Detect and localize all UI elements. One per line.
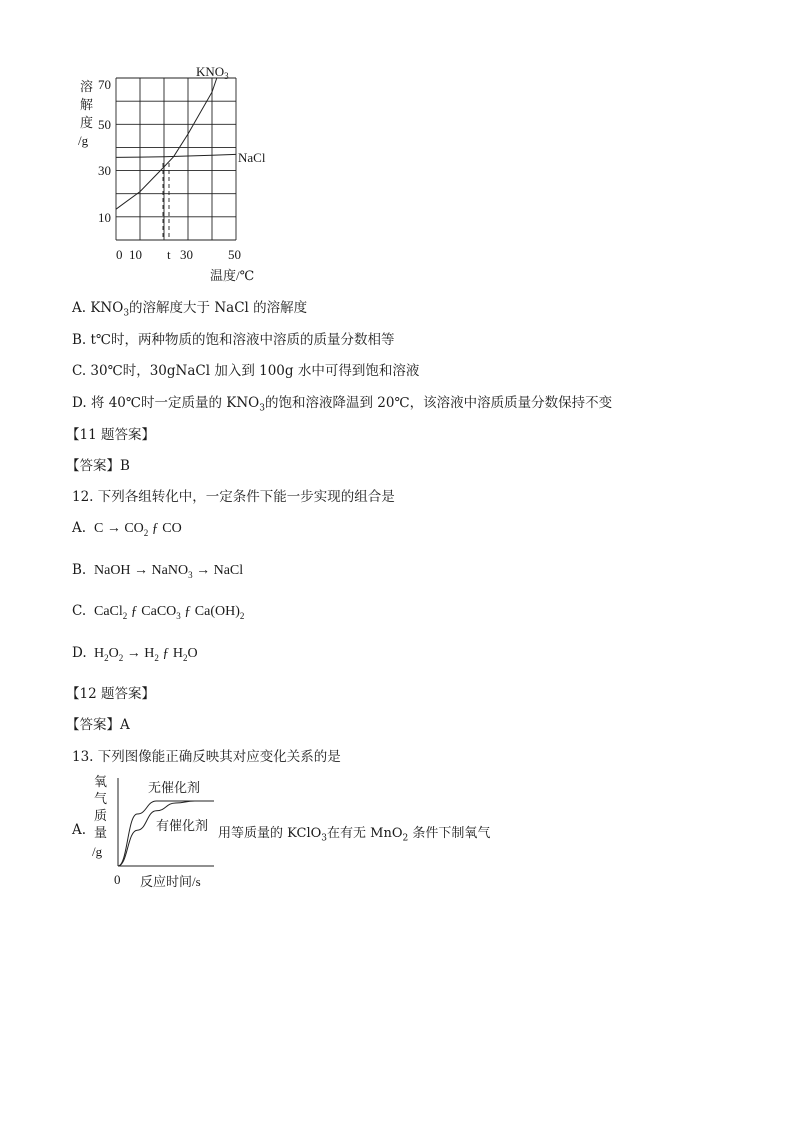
y-tick-label: 70 [98, 77, 111, 92]
x-tick-label: 10 [129, 247, 142, 262]
q12-stem: 12. 下列各组转化中，一定条件下能一步实现的组合是 [72, 489, 395, 505]
q12-option-b: B. NaOH → NaNO$_3$ → NaCl [72, 562, 244, 580]
y-axis-label-char: 度 [80, 115, 94, 130]
q13-stem: 13. 下列图像能正确反映其对应变化关系的是 [72, 749, 341, 765]
y-axis-label-char: /g [92, 844, 103, 859]
q13-option-a-letter: A. [72, 822, 87, 838]
nacl-label: NaCl [238, 150, 266, 165]
solubility-chart [70, 58, 280, 286]
x-axis-label: 温度/℃ [210, 268, 255, 283]
no-catalyst-label: 无催化剂 [148, 780, 201, 795]
y-tick-label: 30 [98, 163, 111, 178]
q13-option-a-desc: 用等质量的 KClO$_3$在有无 MnO$_2$ 条件下制氧气 [218, 826, 491, 844]
oxygen-chart [90, 770, 225, 892]
catalyst-label: 有催化剂 [156, 818, 209, 833]
q11-option-d: D. 将 40℃时一定质量的 $KNO_3$的饱和溶液降温到 20℃，该溶液中溶质质量分数保持不变 [72, 395, 613, 414]
y-axis-label-char: 氧 [94, 774, 108, 789]
no-catalyst-curve [118, 801, 214, 866]
y-axis-label-char: /g [78, 133, 89, 148]
x-tick-label: 50 [228, 247, 241, 262]
nacl-curve [116, 154, 236, 157]
q12-option-c: C. CaCl$_2$ ƒ CaCO$_3$ ƒ $Ca(OH)_2$ [72, 603, 245, 621]
q11-answer: 【答案】B [66, 458, 130, 474]
q11-answer-heading: 【11 题答案】 [66, 427, 155, 443]
q12-answer: 【答案】A [66, 717, 130, 733]
q11-option-c: C. 30℃时，30gNaCl 加入到 100g 水中可得到饱和溶液 [72, 363, 420, 379]
q12-option-d: D. $H_2O_2 \to H_2$ ƒ $H_2O$ [72, 645, 198, 663]
chart-grid [116, 78, 236, 240]
x-axis-label: 反应时间/s [140, 874, 201, 889]
kno3-label: $KNO_3$ [196, 64, 229, 81]
x-tick-label: 30 [180, 247, 193, 262]
kno3-curve [116, 78, 217, 209]
y-axis-label-char: 解 [80, 97, 94, 112]
y-axis-label-char: 溶 [80, 79, 94, 94]
q11-option-b: B. t℃时，两种物质的饱和溶液中溶质的质量分数相等 [72, 332, 395, 348]
origin-label: 0 [114, 872, 121, 887]
q12-option-a: A. $C \to CO_2$ ƒ CO [72, 520, 182, 538]
y-axis-label-char: 气 [94, 791, 108, 806]
y-tick-label: 50 [98, 117, 111, 132]
y-axis-label-char: 量 [94, 825, 108, 840]
x-tick-label: 0 [116, 247, 123, 262]
q11-option-a: A. $KNO_3$的溶解度大于 NaCl 的溶解度 [72, 300, 308, 319]
y-tick-label: 10 [98, 210, 111, 225]
y-axis-label-char: 质 [94, 808, 108, 823]
q12-answer-heading: 【12 题答案】 [66, 686, 155, 702]
x-tick-label: t [167, 247, 171, 262]
